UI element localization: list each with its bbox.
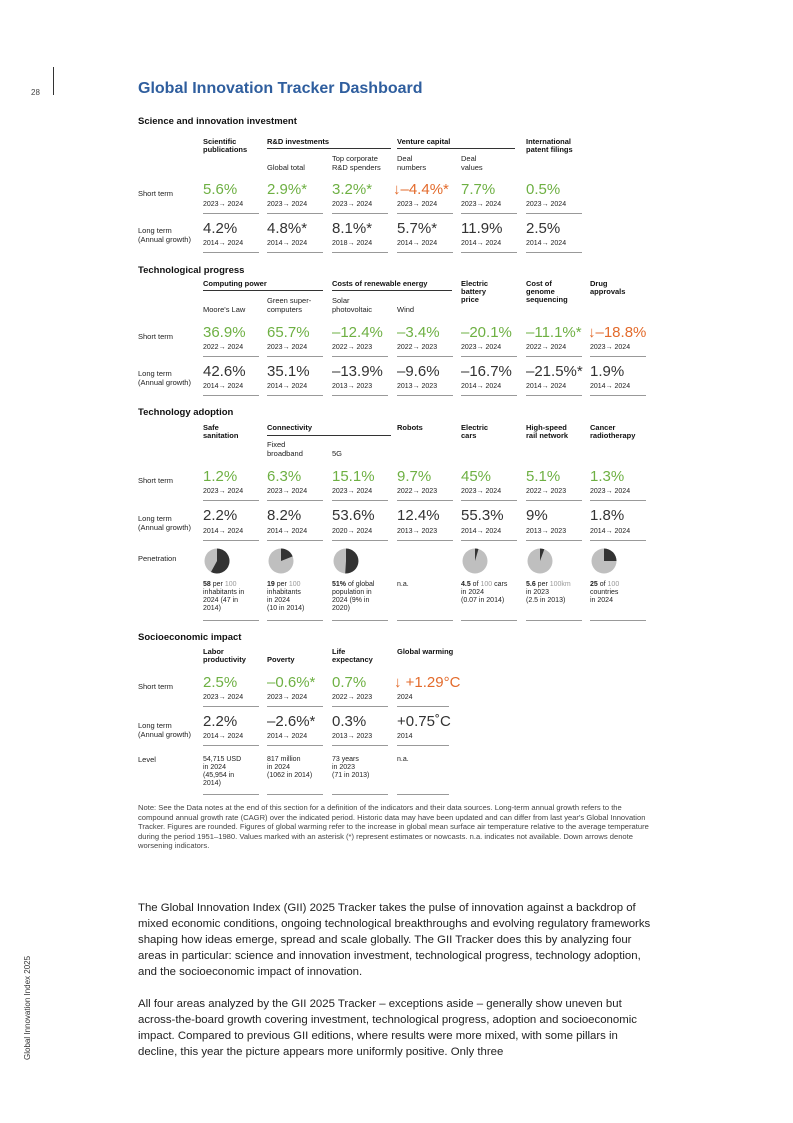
row-label-short: Short term [138,189,174,198]
body-paragraph-2: All four areas analyzed by the GII 2025 Tracker – exceptions aside – generally show uneven but across-the-board growth covering investment, technological progress, adoption and socioeconomic impact. Compared to previous GII editions, where results were more mixed, with some pillars in decline, this year the picture appears more uniformly positive. Only three [138,998,637,1058]
sub-global-total: Global total [267,163,305,172]
value-long-genome: –21.5%* [526,363,583,380]
pie-slice [604,549,617,562]
period: 2022→ 2024 [526,344,567,351]
period: 2018→ 2024 [332,240,373,247]
section-title-technological-progress: Technological progress [138,265,245,276]
period: 2023→ 2024 [203,201,244,208]
period: 2014→ 2024 [203,733,244,740]
value-long-drug-approvals: 1.9% [590,363,625,380]
value-short-patent-filings: 0.5% [526,181,561,198]
period: 2023→ 2024 [203,488,244,495]
section-title-technology-adoption: Technology adoption [138,407,234,418]
note-text: Note: See the Data notes at the end of this section for a definition of the indicators and their data sources. Long-term annual growth refers to the compound annual growth rate (CAGR) over the indicated period. Historic data may have been updated and can differ from last year's Global Innovation Tracker. Figures are rounded. Figures of global warming refer to the increase in global mean surface air temperature relative to the average temperature during the period 1951–1980. Values marked with an asterisk (*) represent estimates or nowcasts. n.a. indicates not available. Down arrows denote worsening indicators. [138,803,649,851]
period: 2023→ 2024 [461,201,502,208]
period: 2014→ 2024 [267,383,308,390]
value-short-rd-global: 2.9%* [267,181,308,198]
row-label-short: Short term [138,332,174,341]
penetration-pie-sanitation [204,548,230,574]
row-label-long: Long term (Annual growth) [138,369,191,387]
row-label-level: Level [138,755,156,764]
period: 2014→ 2024 [397,240,438,247]
value-short-electric-cars: 45% [461,468,492,485]
row-label-short: Short term [138,682,174,691]
header-cancer-radiotherapy: Cancer radiotherapy [590,423,636,440]
period: 2013→ 2023 [526,528,567,535]
body-paragraph-1: The Global Innovation Index (GII) 2025 Tracker takes the pulse of innovation against a backdrop of mixed economic conditions, ongoing technological breakthroughs and evolving regulatory frameworks shaping how ideas emerge, spread and scale globally. The GII Tracker does this by analyzing four areas in particular: science and innovation investment, technological progress, technology adoption, and the socioeconomic impact of innovation. [138,902,651,978]
period: 2022→ 2023 [332,694,373,701]
page-number: 28 [31,88,40,97]
value-long-wind: –9.6% [397,363,440,380]
value-short-radiotherapy: 1.3% [590,468,625,485]
sub-fixed-broadband: Fixed broadband [267,440,303,458]
penetration-pie-broadband [268,548,294,574]
header-rd-investments: R&D investments [267,137,330,146]
value-short-drug-approvals: ↓–18.8% [588,324,647,341]
period: 2023→ 2024 [461,344,502,351]
period: 2023→ 2024 [332,201,373,208]
period: 2014→ 2024 [526,383,567,390]
period: 2014 [397,733,413,740]
header-renewable-energy: Costs of renewable energy [332,279,428,288]
header-labor-productivity: Labor productivity [203,647,246,664]
header-computing-power: Computing power [203,279,267,288]
header-scientific-publications: Scientific publications [203,137,248,154]
value-short-poverty: –0.6%* [267,674,316,691]
period: 2023→ 2024 [461,488,502,495]
value-short-labor-productivity: 2.5% [203,674,238,691]
level-poverty: 817 million in 2024 (1062 in 2014) [267,756,313,779]
value-long-green-supercomputers: 35.1% [267,363,310,380]
period: 2023→ 2024 [267,694,308,701]
header-electric-cars: Electric cars [461,423,489,440]
header-electric-battery-price: Electric battery price [461,279,489,304]
level-labor-productivity: 54,715 USD in 2024 (45,954 in 2014) [203,756,242,787]
header-poverty: Poverty [267,655,295,664]
period: 2022→ 2023 [397,488,438,495]
penetration-text-5g: 51% of global population in 2024 (9% in 2020) [332,581,375,612]
period: 2023→ 2024 [590,488,631,495]
value-short-solar: –12.4% [332,324,383,341]
period: 2022→ 2023 [526,488,567,495]
header-genome-sequencing: Cost of genome sequencing [526,279,568,304]
value-short-moores-law: 36.9% [203,324,246,341]
period: 2023→ 2024 [397,201,438,208]
value-long-rd-global: 4.8%* [267,220,308,237]
period: 2023→ 2024 [332,488,373,495]
value-short-global-warming: ↓ +1.29°C [394,674,461,691]
period: 2022→ 2023 [397,344,438,351]
penetration-text-rail: 5.6 per 100km in 2023 (2.5 in 2013) [526,581,571,604]
period: 2013→ 2023 [332,383,373,390]
header-safe-sanitation: Safe sanitation [203,423,239,440]
value-short-robots: 9.7% [397,468,432,485]
value-long-battery: –16.7% [461,363,512,380]
header-patent-filings: International patent filings [526,137,573,154]
penetration-text-sanitation: 58 per 100 inhabitants in 2024 (47 in 2014) [203,581,245,612]
value-short-sanitation: 1.2% [203,468,238,485]
header-connectivity: Connectivity [267,423,313,432]
group-rule [332,290,452,291]
penetration-text-electric-cars: 4.5 of 100 cars in 2024 (0.07 in 2014) [461,581,508,604]
period: 2014→ 2024 [203,528,244,535]
period: 2020→ 2024 [332,528,373,535]
side-title: Global Innovation Index 2025 [23,955,32,1060]
header-drug-approvals: Drug approvals [590,279,626,296]
period: 2014→ 2024 [203,383,244,390]
value-long-electric-cars: 55.3% [461,507,504,524]
header-high-speed-rail: High-speed rail network [526,423,569,440]
period: 2014→ 2024 [461,240,502,247]
period: 2014→ 2024 [461,528,502,535]
period: 2024 [397,694,413,701]
period: 2022→ 2023 [332,344,373,351]
value-long-labor-productivity: 2.2% [203,713,238,730]
period: 2023→ 2024 [267,201,308,208]
value-long-solar: –13.9% [332,363,383,380]
value-long-fixed-broadband: 8.2% [267,507,302,524]
sub-deal-values: Deal values [461,154,483,172]
value-short-life-expectancy: 0.7% [332,674,367,691]
period: 2014→ 2024 [267,528,308,535]
row-label-long: Long term (Annual growth) [138,721,191,739]
value-short-rail: 5.1% [526,468,561,485]
row-label-long: Long term (Annual growth) [138,226,191,244]
period: 2013→ 2023 [397,383,438,390]
header-life-expectancy: Life expectancy [332,647,373,664]
header-venture-capital: Venture capital [397,137,451,146]
period: 2014→ 2024 [590,383,631,390]
period: 2013→ 2023 [332,733,373,740]
period: 2014→ 2024 [526,240,567,247]
value-short-genome: –11.1%* [526,324,582,341]
penetration-pie-5g [333,548,359,574]
value-short-green-supercomputers: 65.7% [267,324,310,341]
period: 2014→ 2024 [461,383,502,390]
value-long-moores-law: 42.6% [203,363,246,380]
value-short-rd-top: 3.2%* [332,181,373,198]
group-rule [267,148,391,149]
period: 2014→ 2024 [267,240,308,247]
penetration-pie-electric-cars [462,548,488,574]
value-short-fixed-broadband: 6.3% [267,468,302,485]
period: 2023→ 2024 [526,201,567,208]
period: 2023→ 2024 [203,694,244,701]
level-life-expectancy: 73 years in 2023 (71 in 2013) [332,756,370,779]
value-long-rd-top: 8.1%* [332,220,373,237]
sub-5g: 5G [332,449,343,458]
period: 2014→ 2024 [203,240,244,247]
penetration-text-robots: n.a. [397,581,409,588]
pie-slice [345,549,358,574]
sub-deal-numbers: Deal numbers [397,154,427,172]
sub-green-supercomputers: Green super- computers [267,296,312,314]
group-rule [203,290,323,291]
period: 2023→ 2024 [267,488,308,495]
period: 2023→ 2024 [267,344,308,351]
value-long-5g: 53.6% [332,507,375,524]
value-short-scientific-publications: 5.6% [203,181,238,198]
value-long-rail: 9% [526,507,548,524]
value-long-life-expectancy: 0.3% [332,713,367,730]
section-title-science: Science and innovation investment [138,116,297,127]
header-rule [53,67,54,95]
value-long-patent-filings: 2.5% [526,220,561,237]
penetration-pie-radiotherapy [591,548,617,574]
value-short-battery: –20.1% [461,324,512,341]
sub-solar: Solar photovoltaic [332,296,373,314]
period: 2022→ 2024 [203,344,244,351]
value-long-deal-values: 11.9% [461,220,503,237]
penetration-text-broadband: 19 per 100 inhabitants in 2024 (10 in 2014) [267,581,305,612]
period: 2014→ 2024 [267,733,308,740]
sub-wind: Wind [397,305,415,314]
value-long-global-warming: +0.75˚C [397,713,451,730]
row-label-long: Long term (Annual growth) [138,514,191,532]
value-short-deal-values: 7.7% [461,181,496,198]
section-title-socioeconomic-impact: Socioeconomic impact [138,632,242,643]
penetration-text-radiotherapy: 25 of 100 countries in 2024 [590,581,620,604]
sub-top-corporate: Top corporate R&D spenders [332,154,381,172]
value-long-robots: 12.4% [397,507,440,524]
header-robots: Robots [397,423,423,432]
value-short-deal-numbers: ↓–4.4%* [393,181,449,198]
group-rule [397,148,515,149]
value-long-deal-numbers: 5.7%* [397,220,438,237]
level-global-warming: n.a. [397,756,409,763]
value-long-sanitation: 2.2% [203,507,238,524]
row-label-short: Short term [138,476,174,485]
penetration-pie-rail [527,548,553,574]
row-label-penetration: Penetration [138,554,177,563]
period: 2014→ 2024 [590,528,631,535]
group-rule [267,435,391,436]
value-short-5g: 15.1% [332,468,375,485]
period: 2023→ 2024 [590,344,631,351]
header-global-warming: Global warming [397,647,454,656]
period: 2013→ 2023 [397,528,438,535]
value-short-wind: –3.4% [397,324,440,341]
page-title: Global Innovation Tracker Dashboard [138,80,423,97]
value-long-scientific-publications: 4.2% [203,220,238,237]
sub-moores-law: Moore's Law [203,305,246,314]
value-long-poverty: –2.6%* [267,713,316,730]
value-long-radiotherapy: 1.8% [590,507,625,524]
